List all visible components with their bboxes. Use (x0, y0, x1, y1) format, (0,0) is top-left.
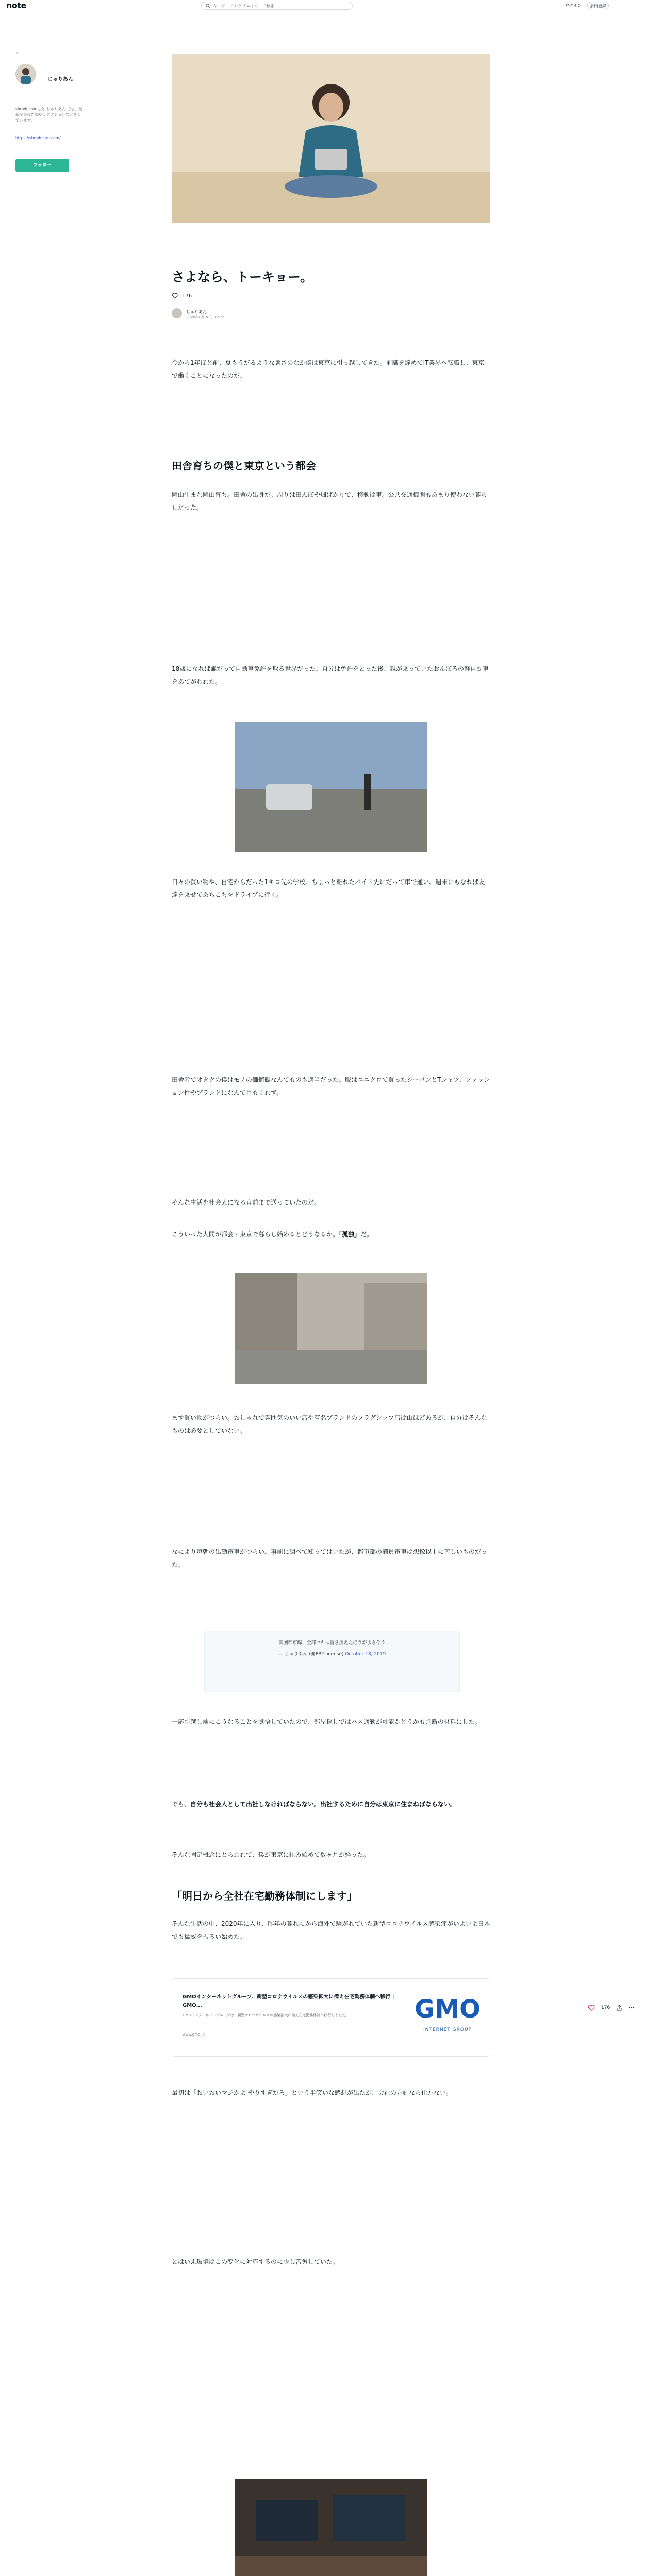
heart-icon[interactable] (588, 2004, 595, 2011)
like-row[interactable] (172, 293, 192, 299)
meta-date: 2020年8月28日 12:26 (186, 315, 225, 319)
card-description: GMOインターネットグループは、新型コロナウイルスの感染拡大に備え在宅勤務体制へ移行しました。 (183, 2013, 350, 2018)
photo-street (235, 1273, 427, 1384)
floating-actions (588, 2004, 635, 2011)
paragraph: 田舎者でオタクの僕はモノの価値観なんてものも適当だった。服はユニクロで買ったジーパンとTシャツ、ファッション性やブランドになんて目もくれず。 (172, 1076, 490, 1096)
paragraph: まず買い物がつらい。おしゃれで雰囲気のいい店や有名ブランドのフラグシップ店は山ほどあるが、自分はそんなものは必要としていない。 (172, 1414, 487, 1434)
link-card[interactable] (172, 1978, 490, 2057)
text-span: でも、 (172, 1801, 191, 1808)
more-icon[interactable] (628, 2005, 635, 2011)
paragraph: とはいえ環境はこの変化に対応するのに少し苦労していた。 (172, 2258, 339, 2265)
author-avatar[interactable] (15, 64, 36, 84)
photo-car-road (235, 722, 427, 852)
search-input[interactable] (213, 4, 342, 8)
paragraph: なにより毎朝の出勤電車がつらい。事前に調べて知ってはいたが、都市部の満員電車は想像以上に苦しいものだった。 (172, 1548, 488, 1568)
emphasis: 「孤独」 (339, 1231, 361, 1238)
paragraph: そんな生活の中、2020年に入り、昨年の暮れ頃から海外で騒がれていた新型コロナウイルス感染症がいよいよ日本でも猛威を振るい始めた。 (172, 1920, 490, 1940)
note-logo[interactable]: note (6, 1, 26, 10)
paragraph (172, 1228, 490, 1241)
follow-button[interactable]: フォロー (15, 159, 69, 172)
tweet-text: 田園都市線、全部コキに置き換えたほうがよさそう (278, 1640, 386, 1646)
tweet-author[interactable]: — じゅりあん (@PBTLicense) (278, 1652, 344, 1657)
emphasis: 自分も社会人として出社しなければならない。出社するために自分は東京に住まねばならない。 (190, 1801, 457, 1808)
paragraph: 一応引越し前にこうなることを覚悟していたので、部屋探しではバス通勤が可能かどうかも判断の材料にした。 (172, 1718, 481, 1725)
paragraph: 最初は「おいおいマジかよ やりすぎだろ」という半笑いな感想が出たが、会社の方針なら仕方ない。 (172, 2089, 452, 2096)
gmo-logo-text: GMO (415, 1995, 481, 2024)
paragraph: そんな生活を社会人になる直前まで送っていたのだ。 (172, 1199, 321, 1206)
embedded-tweet[interactable] (204, 1631, 460, 1692)
back-arrow-icon[interactable]: ← (15, 50, 20, 56)
text-span: だ。 (360, 1231, 373, 1238)
heart-icon[interactable] (172, 293, 178, 299)
paragraph: 日々の買い物や、自宅からだった1キロ先の学校、ちょっと離れたバイト先にだって車で通い、週末にもなれば友達を乗せてあちこちをドライブに行く。 (172, 878, 485, 899)
login-button[interactable]: ログイン (565, 3, 582, 8)
paragraph: 岡山生まれ岡山育ち。田舎の出身だ。周りは田んぼや畑ばかりで、移動は車。公共交通機関もあまり使わない暮らしだった。 (172, 491, 487, 511)
like-count: 176 (182, 293, 192, 299)
gmo-logo-subtext: INTERNET GROUP (423, 2027, 472, 2032)
top-nav (0, 0, 662, 11)
article-title: さよなら、トーキョー。 (172, 269, 313, 284)
gmo-logo (407, 1985, 488, 2051)
floating-like-count: 176 (601, 2005, 610, 2010)
signup-button[interactable]: 会員登録 (587, 2, 609, 9)
section-heading: 田舎育ちの僕と東京という都会 (172, 460, 316, 472)
hero-image (172, 54, 490, 223)
paragraph: そんな固定概念にとらわれて、僕が東京に住み始めて数ヶ月が経った。 (172, 1851, 370, 1858)
paragraph: 18歳になれば誰だって自動車免許を取る世界だった。自分は免許をとった後、親が乗っていたおんぼろの軽自動車をあてがわれた。 (172, 665, 489, 685)
photo-desk (235, 2479, 427, 2576)
text-span: こういった人間が都会・東京で暮らし始めるとどうなるか。 (172, 1231, 339, 1238)
author-name[interactable]: じゅりあん (47, 77, 73, 82)
share-icon[interactable] (616, 2005, 622, 2011)
paragraph: 今から1年ほど前、夏もうだるような暑さのなか僕は東京に引っ越してきた。前職を辞めてIT業界へ転職し、東京で働くことになったのだ。 (172, 359, 485, 379)
tweet-date[interactable]: October 18, 2019 (345, 1652, 386, 1657)
card-url: www.gmo.jp (183, 2032, 205, 2037)
section-heading: 「明日から全社在宅勤務体制にします」 (172, 1890, 357, 1902)
search-icon (206, 4, 210, 8)
author-bio: shroductor こと じゅりあん です。最新記事の告知やリアクションなどをしています。 (15, 107, 82, 123)
card-title[interactable]: GMOインターネットグループ、新型コロナウイルスの感染拡大に備え在宅勤務体制へ移行 | GMO... (183, 1994, 394, 2008)
meta-avatar[interactable] (172, 308, 182, 318)
search-box[interactable] (201, 2, 353, 10)
paragraph (172, 1798, 490, 1811)
tweet-meta (215, 1650, 449, 1659)
author-link[interactable]: https://shroductor.com/ (15, 135, 61, 140)
meta-author[interactable]: じゅりあん (186, 310, 207, 314)
